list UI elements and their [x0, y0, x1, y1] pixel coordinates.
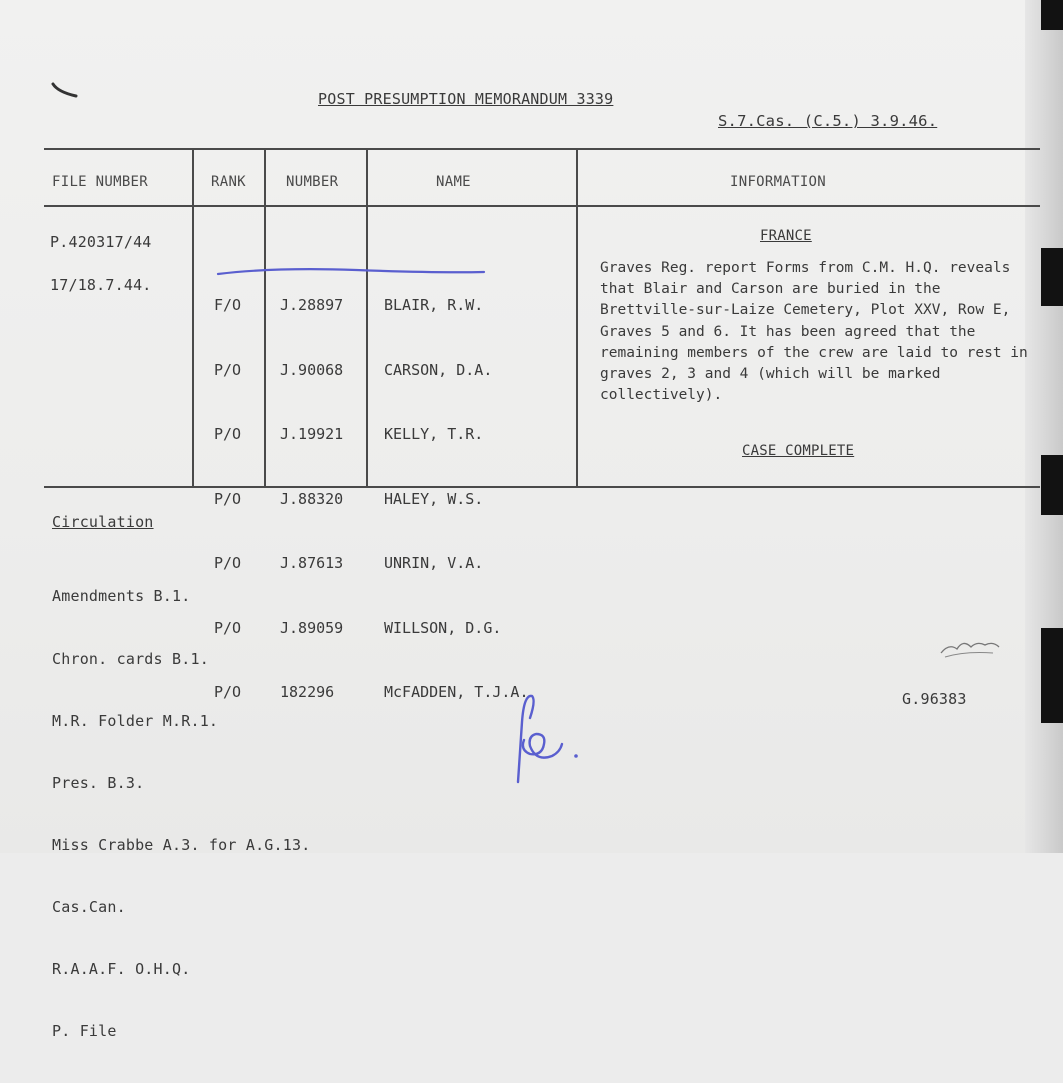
table-row-number: J.87613 — [280, 554, 344, 572]
scan-shadow — [1041, 455, 1063, 515]
table-row-rank: P/O — [214, 618, 242, 637]
scan-shadow — [1041, 248, 1063, 306]
circulation-item: P. File — [52, 1022, 117, 1041]
table-row-rank: P/O — [214, 554, 242, 572]
circulation-item: Amendments B.1. — [52, 587, 191, 606]
table-row-name: McFADDEN, T.J.A. — [384, 683, 529, 701]
table-row-number: J.19921 — [280, 425, 344, 443]
file-reference-number: G.96383 — [902, 690, 967, 708]
circulation-list — [52, 545, 310, 1083]
table-row-name: WILLSON, D.G. — [384, 618, 502, 637]
name-column — [384, 252, 529, 747]
table-row-rank: P/O — [214, 489, 242, 508]
table-row-number: J.89059 — [280, 618, 344, 637]
memo-title: POST PRESUMPTION MEMORANDUM 3339 — [318, 90, 614, 108]
circulation-item: Miss Crabbe A.3. for A.G.13. — [52, 835, 311, 854]
table-row-name: KELLY, T.R. — [384, 425, 484, 443]
table-row-number: 182296 — [280, 683, 335, 701]
header-rank: RANK — [211, 174, 246, 190]
pen-mark — [50, 80, 80, 100]
table-row-rank: P/O — [214, 425, 242, 443]
table-row-number: J.90068 — [280, 360, 344, 379]
header-number: NUMBER — [286, 174, 339, 190]
circulation-title: Circulation — [52, 513, 154, 531]
table-row-rank: F/O — [214, 296, 242, 314]
column-divider — [264, 150, 266, 486]
circulation-item: Pres. B.3. — [52, 773, 145, 792]
handwritten-initials — [490, 682, 600, 792]
initials-scribble — [935, 625, 1005, 665]
date-value: 17/18.7.44. — [50, 276, 152, 294]
table-row-number: J.88320 — [280, 489, 344, 508]
circulation-item: M.R. Folder M.R.1. — [52, 711, 219, 730]
circulation-item: Cas.Can. — [52, 897, 126, 916]
column-divider — [366, 150, 368, 486]
scan-shadow — [1041, 0, 1063, 30]
column-divider — [576, 150, 578, 486]
scan-shadow — [1041, 628, 1063, 723]
table-row-name: BLAIR, R.W. — [384, 296, 484, 314]
case-status: CASE COMPLETE — [742, 443, 855, 459]
table-row-rank: P/O — [214, 360, 242, 379]
table-row-name: HALEY, W.S. — [384, 489, 484, 508]
page-edge — [1025, 0, 1063, 853]
table-row-name: UNRIN, V.A. — [384, 554, 484, 572]
circulation-item: R.A.A.F. O.H.Q. — [52, 960, 191, 979]
file-number-value: P.420317/44 — [50, 233, 152, 251]
header-information: INFORMATION — [730, 174, 827, 190]
column-divider — [192, 150, 194, 486]
memo-reference: S.7.Cas. (C.5.) 3.9.46. — [718, 112, 938, 130]
header-name: NAME — [436, 174, 471, 190]
table-row-rank: P/O — [214, 683, 242, 701]
table-row-name: CARSON, D.A. — [384, 360, 493, 379]
info-text: Graves Reg. report Forms from C.M. H.Q. reveals that Blair and Carson are buried in the Brettville-sur-Laize Cemetery, Plot XXV, Row E, Graves 5 and 6. It has been agreed that the remaining members of the crew are laid to rest in graves 2, 3 and 4 (which will be marked collectively). — [600, 260, 1028, 404]
table-bottom-rule — [44, 486, 1040, 488]
info-country: FRANCE — [760, 228, 812, 244]
circulation-item: Chron. cards B.1. — [52, 649, 209, 668]
pen-underline — [216, 258, 486, 280]
table-row-number: J.28897 — [280, 296, 344, 314]
header-file-number: FILE NUMBER — [52, 174, 149, 190]
